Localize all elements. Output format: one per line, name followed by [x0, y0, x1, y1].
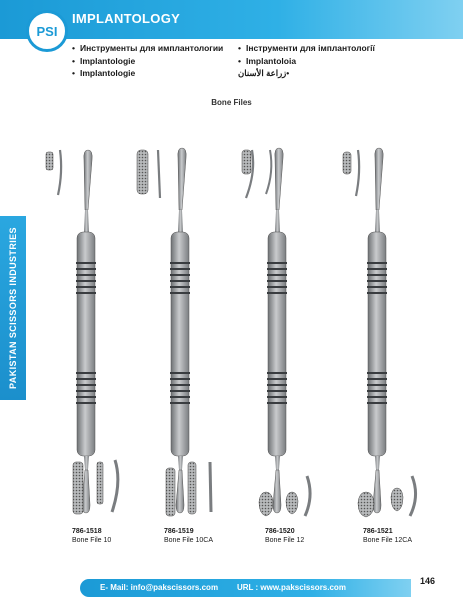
- bone-file-instrument: [343, 148, 416, 517]
- tip-detail-icon: [259, 492, 273, 516]
- tip-detail-icon: [46, 152, 53, 170]
- tip-detail-icon: [158, 150, 160, 198]
- language-item: • زراعة الأسنان: [238, 67, 375, 80]
- page-title: IMPLANTOLOGY: [72, 11, 181, 26]
- tip-detail-icon: [73, 462, 83, 514]
- product-name: Bone File 10CA: [164, 536, 214, 544]
- svg-text:PSI: PSI: [36, 24, 58, 39]
- product-name: Bone File 12: [265, 536, 305, 544]
- product-code: 786-1519: [164, 528, 194, 535]
- bone-file-instrument: [137, 148, 211, 516]
- tip-detail-icon: [358, 492, 374, 517]
- language-item: • Інструменти для імплантології: [238, 42, 375, 55]
- tip-detail-icon: [343, 152, 351, 174]
- product-caption: [164, 528, 213, 545]
- bone-file-instrument: [46, 150, 118, 514]
- product-code: 786-1518: [72, 528, 102, 535]
- language-item: • Implantologie: [72, 55, 223, 68]
- language-item: • Implantoloia: [238, 55, 375, 68]
- tip-detail-icon: [112, 460, 118, 512]
- tip-detail-icon: [242, 150, 251, 174]
- footer-email-link[interactable]: E- Mail: info@pakscissors.com: [100, 583, 219, 592]
- product-code: 786-1520: [265, 528, 295, 535]
- tip-detail-icon: [58, 150, 61, 195]
- tip-detail-icon: [166, 468, 175, 516]
- product-caption: [363, 528, 412, 545]
- tip-detail-icon: [266, 150, 271, 194]
- tip-detail-icon: [391, 488, 403, 511]
- tip-detail-icon: [210, 462, 211, 512]
- side-banner-label: PAKISTAN SCISSORS INDUSTRIES: [8, 227, 18, 389]
- tip-detail-icon: [188, 462, 196, 514]
- product-code: 786-1521: [363, 528, 393, 535]
- product-name: Bone File 12CA: [363, 536, 413, 544]
- product-caption: [72, 528, 111, 545]
- tip-detail-icon: [137, 150, 148, 194]
- footer-url-link[interactable]: URL : www.pakscissors.com: [237, 583, 346, 592]
- product-caption: [265, 528, 304, 545]
- product-name: Bone File 10: [72, 536, 112, 544]
- tip-detail-icon: [97, 462, 103, 504]
- page-number: 146: [420, 576, 436, 586]
- tip-detail-icon: [356, 150, 359, 196]
- tip-detail-icon: [410, 476, 416, 516]
- language-item: • Implantologie: [72, 67, 223, 80]
- tip-detail-icon: [305, 476, 310, 516]
- bone-file-instrument: [242, 148, 310, 516]
- tip-detail-icon: [286, 492, 298, 514]
- language-item: • Инструменты для имплантологии: [72, 42, 223, 55]
- section-title: Bone Files: [211, 98, 252, 107]
